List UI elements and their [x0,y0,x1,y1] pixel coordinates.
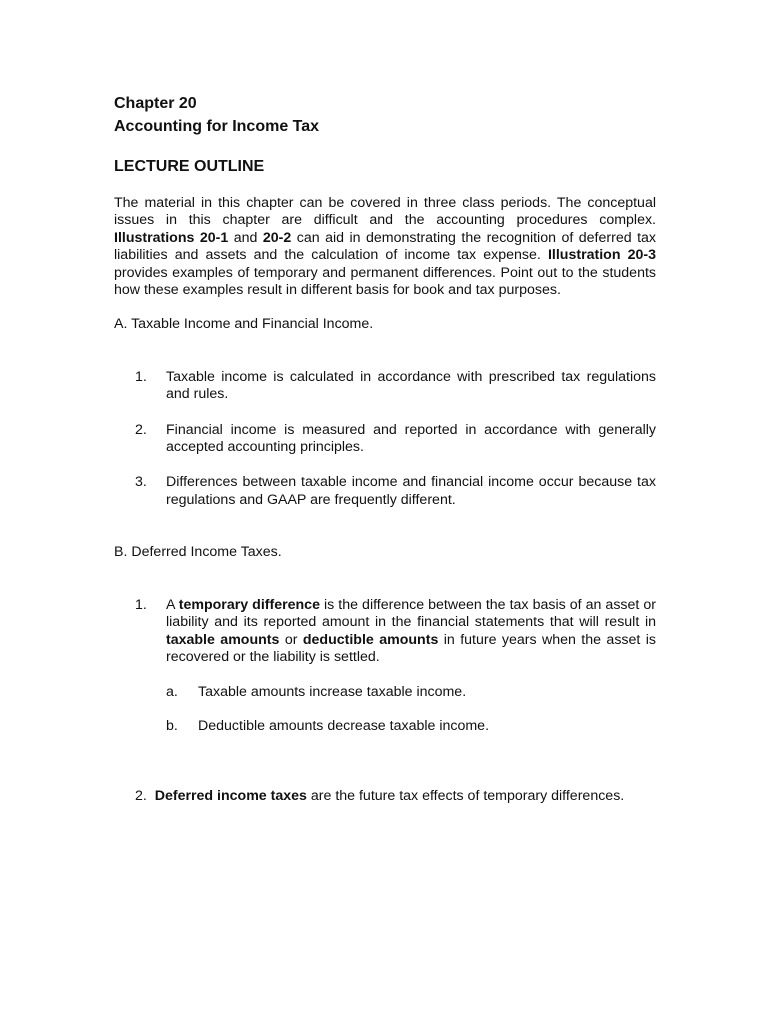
sub-list-item: b. Deductible amounts decrease taxable income. [166,717,490,734]
lecture-outline-heading: LECTURE OUTLINE [114,158,265,175]
sub-list-item: a. Taxable amounts increase taxable income. [166,684,467,701]
section-a-heading: A. Taxable Income and Financial Income. [114,316,374,333]
illustration-ref-20-1: Illustrations 20-1 [114,229,229,246]
list-item: 3. Differences between taxable income and financial income occur because tax regulations and GAAP are frequently different. [135,474,656,508]
illustration-ref-20-3: Illustration 20-3 [547,247,656,264]
list-item: 1. A temporary difference is the difference between the tax basis of an asset or liability and its reported amount in the financial statements that will result in taxable amounts or deductible amounts in future years when the asset is recovered or the liability is settled. [135,596,656,665]
list-item: 2. Financial income is measured and reported in accordance with generally accepted accounting principles. [135,421,656,456]
list-item: 2. Deferred income taxes are the future tax effects of temporary differences. [135,788,625,805]
illustration-ref-20-2: 20-2 [262,229,292,246]
chapter-number: Chapter 20 [114,95,197,112]
document-page [114,92,656,806]
section-b-heading: B. Deferred Income Taxes. [114,544,282,561]
intro-paragraph: The material in this chapter can be covered in three class periods. The conceptual issues in this chapter are difficult and the accounting procedures complex. Illustrations 20-1 and 20-2 can aid in demonstrating the recognition of deferred tax liabilities and assets and the calculation of income tax expense. Illustration 20-3 provides examples of temporary and permanent differences. Point out to the students how these examples result in different basis for book and tax purposes. [114,195,656,299]
section-b-list [114,597,656,806]
section-a-list [114,369,656,509]
list-item: 1. Taxable income is calculated in accordance with prescribed tax regulations and rules. [135,368,656,403]
chapter-title: Accounting for Income Tax [114,118,320,135]
